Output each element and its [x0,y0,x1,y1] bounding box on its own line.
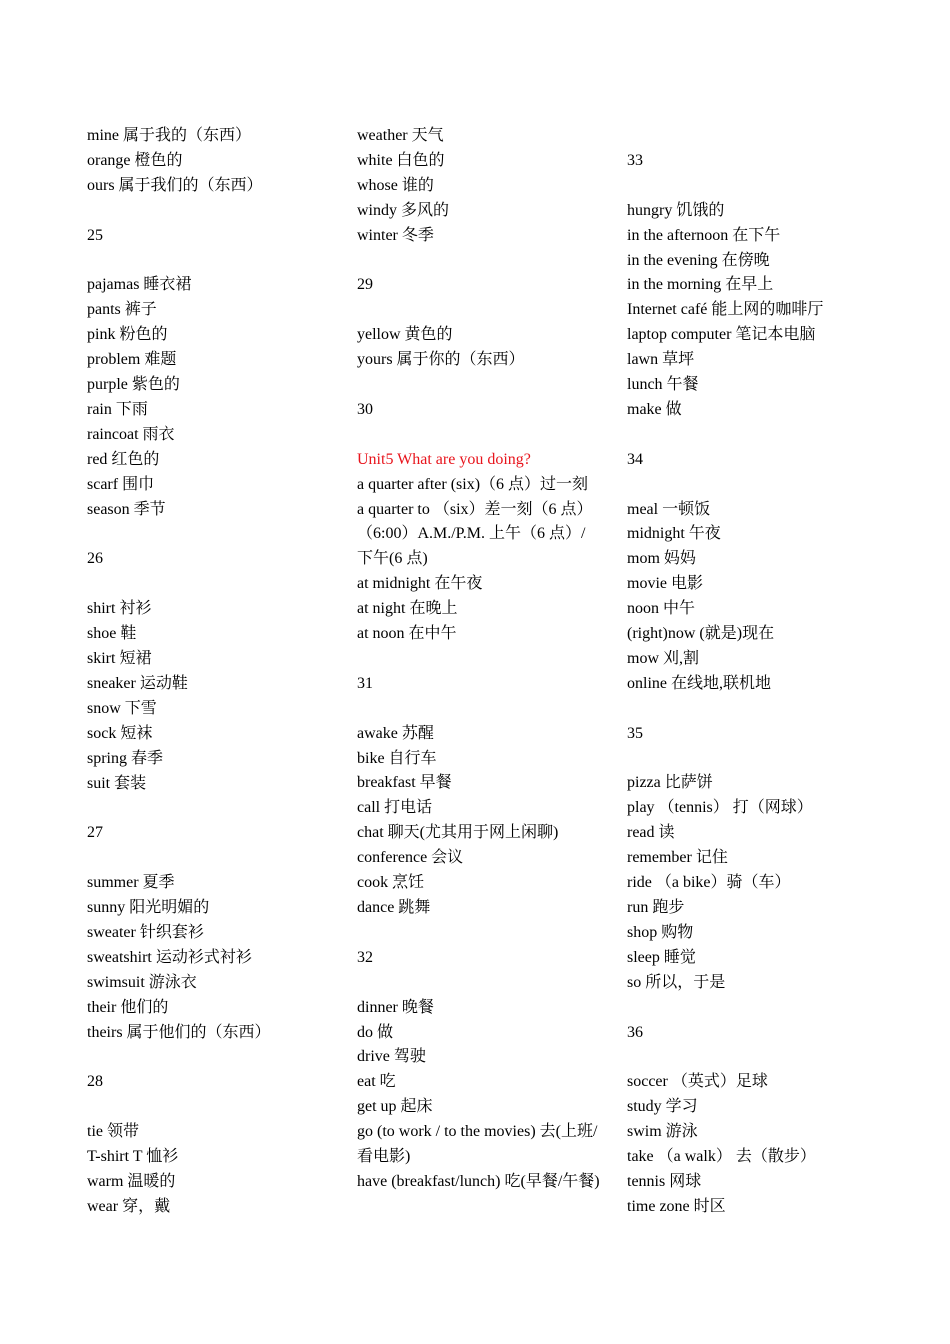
blank-line [87,572,332,597]
blank-line [627,174,872,199]
blank-line [357,697,602,722]
vocab-entry: scarf 围巾 [87,475,155,493]
vocab-entry: yours 属于你的（东西） [357,351,525,369]
vocab-entry: mow 刈,割 [627,649,700,667]
vocab-entry: ride （a bike）骑（车） [627,874,791,892]
vocab-entry: T-shirt T 恤衫 [87,1148,179,1166]
lesson-number: 30 [357,400,373,418]
vocab-entry: mom 妈妈 [627,550,696,568]
blank-line [627,423,872,448]
vocab-entry: online 在线地,联机地 [627,674,771,692]
blank-line [87,522,332,547]
blank-line [87,846,332,871]
lesson-number: 25 [87,226,103,244]
blank-line [357,373,602,398]
blank-line [357,647,602,672]
vocab-entry: snow 下雪 [87,699,157,717]
vocab-entry: orange 橙色的 [87,151,183,169]
vocab-entry: theirs 属于他们的（东西） [87,1023,271,1041]
vocab-entry: go (to work / to the movies) 去(上班/看电影) [357,1123,598,1166]
vocab-entry: shirt 衬衫 [87,600,152,618]
vocab-entry: swim 游泳 [627,1123,698,1141]
blank-line [627,747,872,772]
vocab-entry: season 季节 [87,500,166,518]
vocab-entry: dance 跳舞 [357,899,431,916]
vocab-entry: lunch 午餐 [627,376,699,394]
vocab-entry: study 学习 [627,1098,698,1116]
blank-line [87,199,332,224]
vocab-entry: do 做 [357,1023,394,1041]
vocab-entry: pants 裤子 [87,301,157,319]
unit-heading: Unit5 What are you doing? [357,450,531,468]
vocab-entry: midnight 午夜 [627,525,721,543]
blank-line [627,996,872,1021]
vocab-entry: time zone 时区 [627,1197,726,1215]
vocab-entry: shoe 鞋 [87,625,137,643]
vocab-entry: so 所以，于是 [627,973,726,991]
blank-line [357,249,602,274]
vocab-entry: their 他们的 [87,998,169,1016]
vocab-entry: rain 下雨 [87,400,148,418]
vocab-entry: white 白色的 [357,151,445,169]
vocab-entry: play （tennis） 打（网球） [627,799,813,817]
blank-line [87,1095,332,1120]
vocab-entry: a quarter to （six）差一刻（6 点） [357,500,593,518]
blank-line [627,473,872,498]
vocab-entry: sock 短袜 [87,724,153,742]
vocab-entry: pink 粉色的 [87,326,168,344]
vocab-entry: a quarter after (six)（6 点）过一刻 [357,475,589,493]
vocab-entry: suit 套装 [87,774,147,792]
vocab-entry: remember 记住 [627,849,728,867]
vocab-entry: Internet café 能上网的咖啡厅 [627,301,824,319]
vocab-entry: (right)now (就是)现在 [627,625,775,643]
vocab-entry: purple 紫色的 [87,376,180,394]
vocab-entry: （6:00）A.M./P.M. 上午（6 点）/ 下午(6 点) [357,525,586,568]
vocab-entry: swimsuit 游泳衣 [87,973,197,991]
vocab-entry: at night 在晚上 [357,600,458,618]
vocab-entry: noon 中午 [627,600,696,618]
vocab-column-2 [357,124,602,1195]
vocab-entry: read 读 [627,824,675,842]
vocab-entry: sunny 阳光明媚的 [87,899,210,916]
blank-line [87,796,332,821]
vocab-entry: take （a walk） 去（散步） [627,1148,816,1166]
vocab-entry: hungry 饥饿的 [627,201,725,219]
vocab-entry: drive 驾驶 [357,1048,426,1066]
lesson-number: 29 [357,276,373,294]
vocab-entry: winter 冬季 [357,226,434,244]
vocab-entry: spring 春季 [87,749,164,767]
vocab-entry: mine 属于我的（东西） [87,127,251,144]
blank-line [357,423,602,448]
vocab-entry: cook 烹饪 [357,874,425,892]
vocab-entry: sweatshirt 运动衫式衬衫 [87,948,252,966]
vocab-entry: in the morning 在早上 [627,276,774,294]
vocab-column-3 [627,124,872,1220]
vocab-entry: raincoat 雨衣 [87,425,175,443]
vocab-entry: yellow 黄色的 [357,326,453,344]
vocab-entry: bike 自行车 [357,749,437,767]
vocab-entry: call 打电话 [357,799,433,817]
vocab-entry: conference 会议 [357,849,464,867]
vocab-entry: problem 难题 [87,351,177,369]
lesson-number: 27 [87,824,103,842]
vocab-entry: tennis 网球 [627,1172,702,1190]
vocab-entry: soccer （英式）足球 [627,1073,768,1091]
vocab-entry: at noon 在中午 [357,625,457,643]
vocab-entry: meal 一顿饭 [627,500,711,518]
vocab-entry: laptop computer 笔记本电脑 [627,326,816,344]
vocab-entry: sleep 睡觉 [627,948,696,966]
vocab-entry: in the evening 在傍晚 [627,251,770,269]
vocab-entry: have (breakfast/lunch) 吃(早餐/午餐) [357,1172,600,1190]
vocab-entry: warm 温暖的 [87,1172,176,1190]
vocab-entry: ours 属于我们的（东西） [87,176,263,194]
vocab-entry: get up 起床 [357,1098,433,1116]
lesson-number: 26 [87,550,103,568]
vocab-entry: lawn 草坪 [627,351,695,369]
blank-line [627,124,872,149]
vocab-entry: pajamas 睡衣裙 [87,276,192,294]
lesson-number: 35 [627,724,643,742]
vocab-entry: eat 吃 [357,1073,396,1091]
blank-line [87,249,332,274]
vocab-entry: dinner 晚餐 [357,998,434,1016]
lesson-number: 28 [87,1073,103,1091]
lesson-number: 36 [627,1023,643,1041]
lesson-number: 32 [357,948,373,966]
vocab-entry: whose 谁的 [357,176,434,194]
blank-line [357,971,602,996]
lesson-number: 34 [627,450,643,468]
vocab-entry: breakfast 早餐 [357,774,452,792]
vocab-entry: skirt 短裙 [87,649,152,667]
vocab-entry: awake 苏醒 [357,724,434,742]
vocab-entry: chat 聊天(尤其用于网上闲聊) [357,824,559,842]
vocab-entry: at midnight 在午夜 [357,575,483,593]
vocab-entry: tie 领带 [87,1123,139,1141]
vocab-entry: movie 电影 [627,575,703,593]
vocab-entry: run 跑步 [627,899,685,916]
vocab-entry: shop 购物 [627,923,694,941]
blank-line [357,921,602,946]
vocab-entry: sweater 针织套衫 [87,923,204,941]
lesson-number: 33 [627,151,643,169]
vocab-column-1 [87,124,332,1220]
blank-line [87,1045,332,1070]
blank-line [627,1045,872,1070]
blank-line [627,697,872,722]
vocab-entry: in the afternoon 在下午 [627,226,781,244]
vocab-entry: wear 穿，戴 [87,1197,171,1215]
vocab-entry: weather 天气 [357,127,444,144]
vocab-entry: pizza 比萨饼 [627,774,713,792]
vocab-entry: sneaker 运动鞋 [87,674,188,692]
vocab-entry: red 红色的 [87,450,160,468]
vocab-entry: summer 夏季 [87,874,175,892]
lesson-number: 31 [357,674,373,692]
vocab-entry: windy 多风的 [357,201,450,219]
vocab-entry: make 做 [627,400,682,418]
blank-line [357,298,602,323]
